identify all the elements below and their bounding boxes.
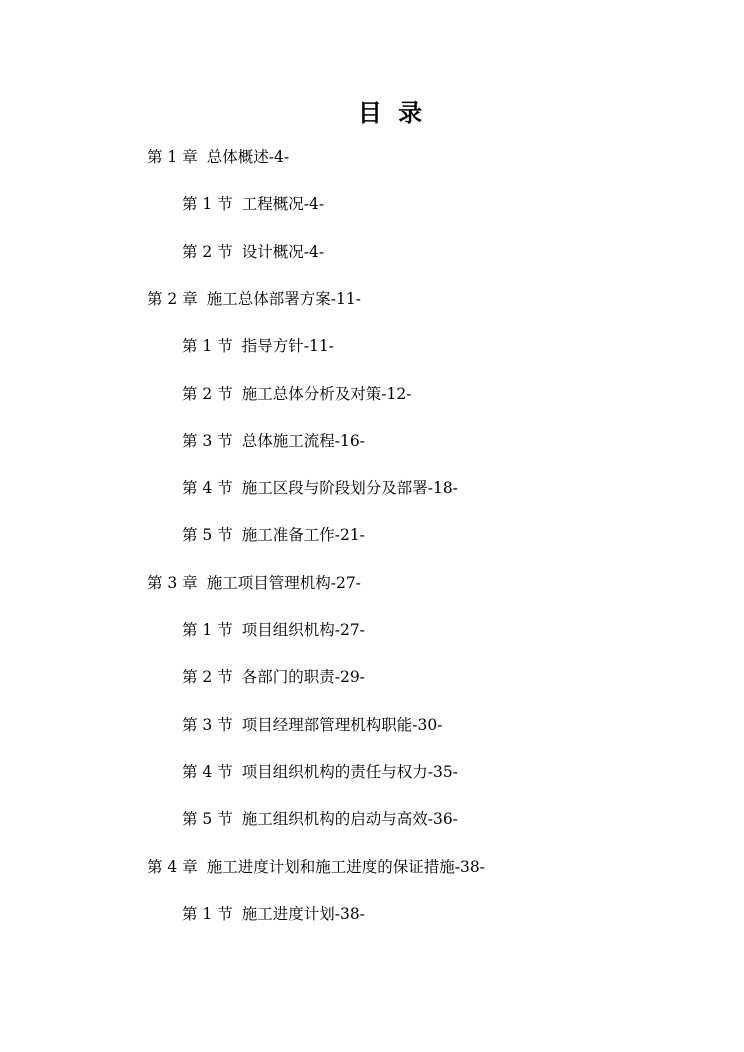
toc-chapter-entry[interactable]	[147, 573, 361, 593]
toc-section-entry[interactable]	[182, 525, 365, 545]
toc-entry-number: 第 2 节	[182, 668, 233, 687]
toc-entry-title: 施工组织机构的启动与高效-36-	[241, 810, 458, 829]
toc-entry-number: 第 3 章	[147, 573, 198, 592]
toc-chapter-entry[interactable]	[147, 147, 289, 167]
toc-entry-title: 工程概况-4-	[241, 195, 325, 214]
toc-entry-number: 第 1 节	[182, 337, 233, 356]
toc-entry-number: 第 5 节	[182, 526, 233, 545]
toc-entry-number: 第 3 节	[182, 715, 233, 734]
toc-entry-number: 第 1 章	[147, 148, 198, 166]
toc-entry-title: 施工项目管理机构-27-	[206, 573, 361, 592]
toc-section-entry[interactable]	[182, 478, 458, 498]
toc-entry-number: 第 2 章	[147, 289, 198, 308]
toc-entry-title: 总体施工流程-16-	[241, 431, 365, 450]
toc-section-entry[interactable]	[182, 620, 365, 640]
toc-section-entry[interactable]	[182, 336, 334, 356]
toc-entry-title: 设计概况-4-	[241, 242, 325, 261]
toc-chapter-entry[interactable]	[147, 289, 361, 309]
page-title: 目 录	[357, 98, 427, 127]
toc-entry-number: 第 2 节	[182, 384, 233, 403]
toc-section-entry[interactable]	[182, 762, 458, 782]
toc-entry-number: 第 4 节	[182, 479, 233, 498]
toc-section-entry[interactable]	[182, 431, 365, 451]
toc-section-entry[interactable]	[182, 194, 324, 214]
toc-section-entry[interactable]	[182, 715, 442, 735]
toc-entry-number: 第 5 节	[182, 810, 233, 829]
toc-entry-number: 第 1 节	[182, 195, 233, 214]
toc-entry-title: 总体概述-4-	[206, 148, 290, 166]
toc-section-entry[interactable]	[182, 242, 324, 262]
toc-entry-title: 施工进度计划和施工进度的保证措施-38-	[206, 857, 485, 876]
toc-section-entry[interactable]	[182, 667, 365, 687]
toc-entry-number: 第 3 节	[182, 431, 233, 450]
toc-entry-title: 施工区段与阶段划分及部署-18-	[241, 479, 458, 498]
toc-entry-title: 各部门的职责-29-	[241, 668, 365, 687]
toc-entry-title: 施工总体部署方案-11-	[206, 289, 361, 308]
toc-section-entry[interactable]	[182, 809, 458, 829]
toc-entry-number: 第 1 节	[182, 904, 233, 923]
toc-entry-number: 第 4 节	[182, 762, 233, 781]
toc-section-entry[interactable]	[182, 904, 365, 924]
toc-entry-title: 施工总体分析及对策-12-	[241, 384, 412, 403]
toc-section-entry[interactable]	[182, 384, 411, 404]
toc-entry-title: 项目经理部管理机构职能-30-	[241, 715, 443, 734]
toc-entry-title: 项目组织机构的责任与权力-35-	[241, 762, 458, 781]
toc-entry-number: 第 1 节	[182, 621, 233, 639]
toc-entry-title: 施工准备工作-21-	[241, 526, 365, 545]
toc-chapter-entry[interactable]	[147, 857, 485, 877]
toc-entry-title: 施工进度计划-38-	[241, 904, 365, 923]
toc-entry-number: 第 4 章	[147, 857, 198, 876]
toc-entry-number: 第 2 节	[182, 242, 233, 261]
toc-entry-title: 指导方针-11-	[241, 337, 334, 356]
toc-entry-title: 项目组织机构-27-	[241, 621, 365, 639]
